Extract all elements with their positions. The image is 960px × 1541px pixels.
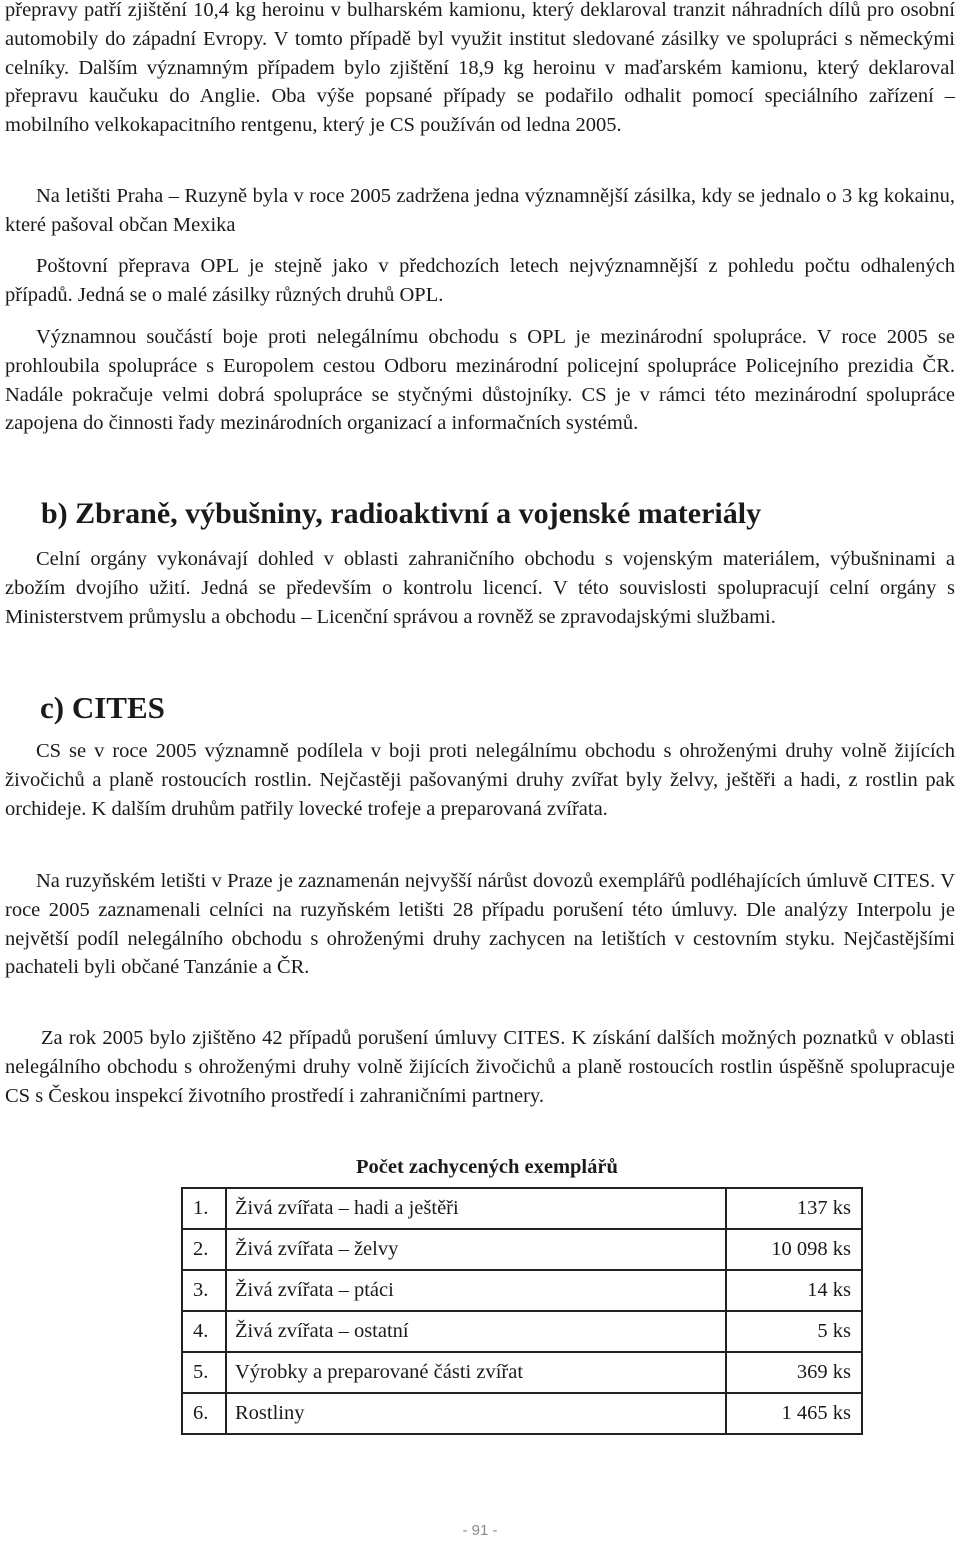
row-count: 1 465 ks [726,1393,862,1434]
section-heading-weapons: b) Zbraně, výbušniny, radioaktivní a vojenské materiály [41,497,762,530]
row-number: 5. [182,1352,226,1393]
row-count: 10 098 ks [726,1229,862,1270]
row-number: 4. [182,1311,226,1352]
row-count: 369 ks [726,1352,862,1393]
paragraph-weapons-supervision: Celní orgány vykonávají dohled v oblasti zahraničního obchodu s vojenským materiálem, výbušninami a zbožím dvojího užití. Jedná se především o kontrolu licencí. V této souvislosti spolupracují celní orgány s Ministerstvem průmyslu a obchodu – Licenční správou a rovněž se zpravodajskými službami. [5,548,955,628]
paragraph-airport-seizure: Na letišti Praha – Ruzyně byla v roce 2005 zadržena jedna významnější zásilka, kdy se jednalo o 3 kg kokainu, které pašoval občan Mexika [5,185,955,236]
row-category: Živá zvířata – želvy [226,1229,726,1270]
table-row [182,1352,862,1393]
table-row [182,1311,862,1352]
paragraph-postal-transport: Poštovní přeprava OPL je stejně jako v předchozích letech nejvýznamnější z pohledu počtu odhalených případů. Jedná se o malé zásilky různých druhů OPL. [5,255,955,306]
table-row [182,1188,862,1229]
row-count: 14 ks [726,1270,862,1311]
row-category: Rostliny [226,1393,726,1434]
row-category: Živá zvířata – hadi a ještěři [226,1188,726,1229]
row-category: Výrobky a preparované části zvířat [226,1352,726,1393]
row-number: 3. [182,1270,226,1311]
table-row [182,1270,862,1311]
row-number: 2. [182,1229,226,1270]
section-heading-cites: c) CITES [40,690,165,725]
table-row [182,1229,862,1270]
table-title: Počet zachycených exemplářů [356,1156,618,1178]
row-category: Živá zvířata – ptáci [226,1270,726,1311]
paragraph-drug-seizures: přepravy patří zjištění 10,4 kg heroinu v bulharském kamionu, který deklaroval tranzit náhradních dílů pro osobní automobily do západní Evropy. V tomto případě byl využit institut sledované zásilky ve spolupráci s německými celníky. Dalším významným případem bylo zjištění 18,9 kg heroinu v maďarském kamionu, který deklaroval přepravu kaučuku do Anglie. Oba výše popsané případy se podařilo odhalit pomocí speciálního zařízení – mobilního velkokapacitního rentgenu, který je CS používán od ledna 2005. [5,0,955,137]
row-count: 137 ks [726,1188,862,1229]
specimen-count-table [181,1187,863,1435]
table-row [182,1393,862,1434]
row-number: 6. [182,1393,226,1434]
paragraph-cites-cases: Za rok 2005 bylo zjištěno 42 případů porušení úmluvy CITES. K získání dalších možných poznatků v oblasti nelegálního obchodu s ohroženými druhy volně žijících živočichů a planě rostoucích rostlin úspěšně spolupracuje CS s Českou inspekcí životního prostředí i zahraničními partnery. [5,1027,955,1107]
paragraph-international-cooperation: Významnou součástí boje proti nelegálnímu obchodu s OPL je mezinárodní spolupráce. V roce 2005 se prohloubila spolupráce s Europolem cestou Odboru mezinárodní policejní spolupráce Policejního prezidia ČR. Nadále pokračuje velmi dobrá spolupráce se styčnými důstojníky. CS je v rámci této mezinárodní spolupráce zapojena do činnosti řady mezinárodních organizací a informačních systémů. [5,326,955,435]
page-number: - 91 - [462,1522,498,1539]
paragraph-ruzyne-airport: Na ruzyňském letišti v Praze je zaznamenán nejvyšší nárůst dovozů exemplářů podléhajících úmluvě CITES. V roce 2005 zaznamenali celníci na ruzyňském letišti 28 případu porušení této úmluvy. Dle analýzy Interpolu je největší podíl nelegálního obchodu s ohroženými druhy zachycen na letištích v cestovním styku. Nejčastějšími pachateli byli občané Tanzánie a ČR. [5,870,955,979]
row-category: Živá zvířata – ostatní [226,1311,726,1352]
row-count: 5 ks [726,1311,862,1352]
paragraph-cites-species: CS se v roce 2005 významně podílela v boji proti nelegálnímu obchodu s ohroženými druhy volně žijících živočichů a planě rostoucích rostlin. Nejčastěji pašovanými druhy zvířat byly želvy, ještěři a hadi, z rostlin pak orchideje. K dalším druhům patřily lovecké trofeje a preparovaná zvířata. [5,740,955,820]
row-number: 1. [182,1188,226,1229]
